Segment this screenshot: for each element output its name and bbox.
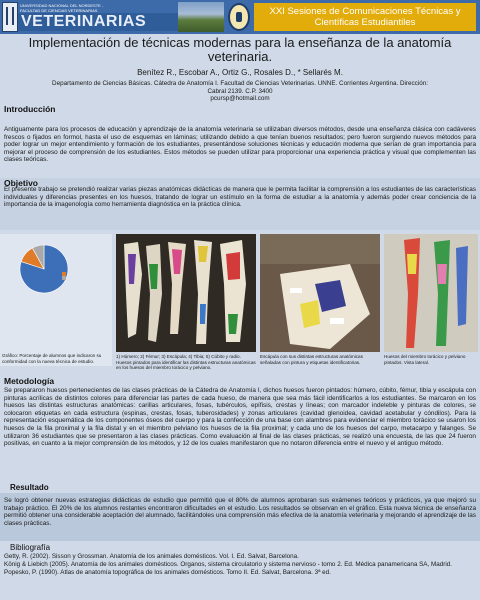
objective-text: El presente trabajo se pretendió realizar varias piezas anatómicas didácticas de manera que le permita facilitar la comprensión a los estudiantes de las características individuales y diferencias presentes en los huesos, tratando de lograr un estímulo en la forma de estudiar a la anatomía y además poder crear conciencia de la importancia de la imagenología como herramienta diagnóstica en la práctica clínica. <box>4 186 476 209</box>
bibliography-item: Getty, R. (2002). Sisson y Grossman. Anatomía de los animales domésticos. Vol. I. Ed. Salvat, Barcelona. <box>4 553 299 560</box>
limb-caption: Huesos del miembro torácico y pelviano pintados. Vista lateral. <box>384 354 466 365</box>
scapula-photo <box>260 234 380 352</box>
pie-caption: Gráfico: Porcentaje de alumnos que indicaron su conformidad con la nueva técnica de estudio. <box>2 353 102 364</box>
methods-text: Se prepararon huesos pertenecientes de las clases prácticas de la Cátedra de Anatomía I, dichos huesos fueron pintados: húmero, cúbito, fémur, tibia y escápula con pinturas acrílicas de distintos colores para diferenciar las partes de cada hueso, de manera que sea más fácil identificarlos a los estudiantes. Se marcaron en los huesos las distintas estructuras anatómicas: carillas articulares, fosas, tubérculos, epífisis, crestas y líneas; con marcador indeleble y pinturas de colores, se colocaron etiquetas en cada estructura (espinas, crestas, fosas, tuberosidades) y zonas articulares (cavidad glenoidea, cavidad acetabular y cóndilos). Para la representación esquemática de los componentes óseos del cuerpo y para la confección de una base con alambres para evidenciar el miembro torácico se usaron los huesos de la fila proximal y la fila distal y en el miembro pelviano los huesos de la fila proximal; y cada uno de los huesos del carpo, metacarpo y falanges. Se utilizaron 36 estudiantes que se presentaron a las clases prácticas. Como evaluación al final de las clases prácticas, se realizó una encuesta, de las que 24 fueron positivas, en cuanto a la mejor comprensión de los métodos, y 12 de los cuales manifestaron que no notaron diferencia entre el nuevo y el antiguo método. <box>4 387 476 448</box>
authors: Benítez R., Escobar A., Ortiz G., Rosales D., * Sellarés M. <box>137 68 343 77</box>
bibliography-list <box>4 553 476 577</box>
limb-bones-photo <box>384 234 478 352</box>
affiliation: Departamento de Ciencias Básicas. Cátedra de Anatomía I. Facultad de Ciencias Veterinarias. UNNE. Corrientes Argentina. Dirección: <box>52 80 428 87</box>
bibliography-heading: Bibliografía <box>10 543 51 552</box>
bones-caption: 1) Húmero; 2) Fémur; 3) Escápula; 4) Tibia; 5) Cúbito y radio. Huesos pintados para identificar las distintas estructuras anatómicas en los huesos del miembro torácico y pelviano. <box>116 354 256 370</box>
results-heading: Resultado <box>10 483 49 492</box>
legend-item <box>62 276 68 280</box>
campus-photo <box>178 2 224 32</box>
bibliography-item: Popesko, P. (1990). Atlas de anatomía topográfica de los animales domésticos. Tomo II. Ed. Salvat, Barcelona. 3ª ed. <box>4 569 331 576</box>
bibliography-item: König & Liebich (2005). Anatomía de los animales domésticos. Órganos, sistema circulatorio y sistema nervioso - tomo 2. Ed. Médica panamericana SA, Madrid. <box>4 561 452 568</box>
paper-title: Implementación de técnicas modernas para la enseñanza de la anatomía veterinaria. <box>28 35 452 64</box>
legend-swatch <box>62 276 66 280</box>
objective-heading: Objetivo <box>4 178 39 188</box>
affiliation-block <box>30 80 450 103</box>
event-title: XXI Sesiones de Comunicaciones Técnicas y Científicas Estudiantiles <box>254 3 476 31</box>
intro-heading: Introducción <box>4 104 56 114</box>
painted-bones-photo <box>116 234 256 352</box>
faculty-banner: VETERINARIAS <box>18 13 179 31</box>
scapula-caption: Escápula con sus distintas estructuras anatómicas señaladas con pintura y etiquetas identificatorias. <box>260 354 363 365</box>
address: Cabral 2139. C.P. 3400 <box>207 87 273 95</box>
university-name: UNIVERSIDAD NACIONAL DEL NORDESTE - FACULTAD DE CIENCIAS VETERINARIAS <box>20 3 104 13</box>
pie-chart <box>18 238 80 300</box>
results-text: Se logró obtener nuevas estrategias didácticas de estudio que permitió que el 80% de alumnos aprobaran sus exámenes teóricos y prácticos, ya que mejoró su trabajo práctico. El 20% de los alumnos restantes encontraron dificultades en el estudio. Los resultados se observan en el gráfico. Esta nueva técnica de enseñanza permitió obtener una considerable aceptación del alumnado, facilitándoles una comprensión más efectiva de la anatomía veterinaria y mejorando el aprendizaje de las clases prácticas. <box>4 497 476 527</box>
intro-text: Antiguamente para los procesos de educación y aprendizaje de la anatomía veterinaria se utilizaban diversos métodos, desde una enseñanza clásica con cadáveres frescos o fijados en formol, hasta el uso de esquemas en láminas; utilizando debido a que tenían buenos resultados; pero fueron surgiendo nuevos métodos para poder lograr un mejor entendimiento y formación de los estudiantes, presentándose soluciones técnicas y educación moderna que serían de gran importancia para mejorar el proceso de comprensión de los estudiantes. Estos métodos se pueden utilizar para proporcionar una experiencia práctica y visual que complementen las clases teóricas. <box>4 126 476 164</box>
pie-legend <box>62 268 68 280</box>
methods-heading: Metodología <box>4 376 55 386</box>
email: pcursp@hotmail.com <box>210 95 270 102</box>
university-logo <box>2 2 18 32</box>
faculty-crest-icon <box>228 3 250 31</box>
